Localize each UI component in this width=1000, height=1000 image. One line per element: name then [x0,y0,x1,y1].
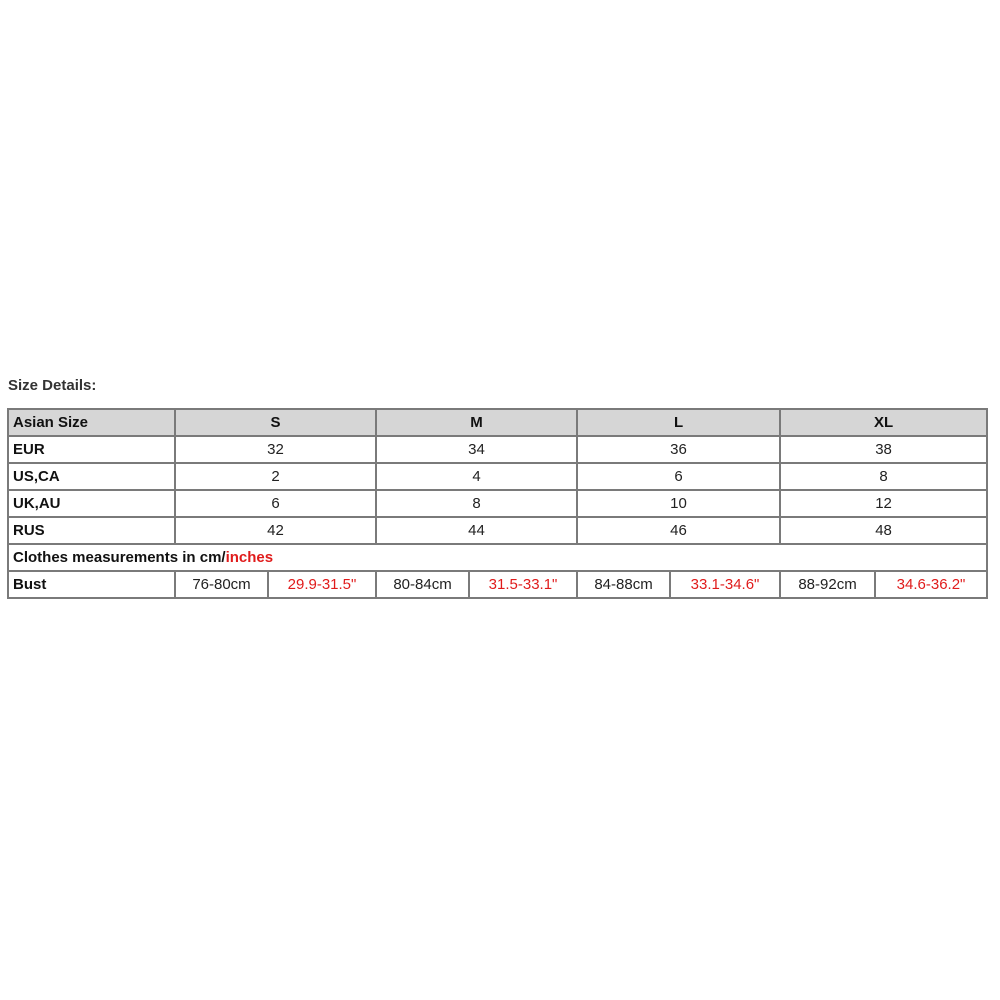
table-cell: 8 [780,463,987,490]
bust-cm-cell: 84-88cm [577,571,670,598]
table-cell: 48 [780,517,987,544]
table-cell: 42 [175,517,376,544]
bust-inches-cell: 29.9-31.5" [268,571,376,598]
row-label-bust: Bust [8,571,175,598]
row-label-uk-au: UK,AU [8,490,175,517]
row-label-us-ca: US,CA [8,463,175,490]
measurements-label [8,544,987,571]
header-label: Asian Size [8,409,175,436]
table-cell: 8 [376,490,577,517]
row-label-eur: EUR [8,436,175,463]
size-chart-table [7,408,988,599]
bust-cm-cell: 80-84cm [376,571,469,598]
header-row [8,409,987,436]
measurements-section-row [8,544,987,571]
table-cell: 2 [175,463,376,490]
row-label-rus: RUS [8,517,175,544]
table-cell: 38 [780,436,987,463]
table-row [8,436,987,463]
table-cell: 36 [577,436,780,463]
bust-cm-cell: 88-92cm [780,571,875,598]
bust-cm-cell: 76-80cm [175,571,268,598]
size-s-header: S [175,409,376,436]
table-cell: 10 [577,490,780,517]
measurements-label-prefix: Clothes measurements in cm/ [13,549,226,566]
table-row [8,463,987,490]
size-m-header: M [376,409,577,436]
table-cell: 6 [577,463,780,490]
table-cell: 46 [577,517,780,544]
table-row [8,517,987,544]
size-l-header: L [577,409,780,436]
table-cell: 34 [376,436,577,463]
bust-inches-cell: 33.1-34.6" [670,571,780,598]
size-xl-header: XL [780,409,987,436]
bust-inches-cell: 34.6-36.2" [875,571,987,598]
bust-inches-cell: 31.5-33.1" [469,571,577,598]
measurements-label-inches: inches [225,549,274,566]
table-cell: 12 [780,490,987,517]
bust-row [8,571,987,598]
size-details-heading: Size Details: [8,377,97,394]
table-cell: 6 [175,490,376,517]
table-cell: 32 [175,436,376,463]
table-row [8,490,987,517]
table-cell: 44 [376,517,577,544]
table-cell: 4 [376,463,577,490]
